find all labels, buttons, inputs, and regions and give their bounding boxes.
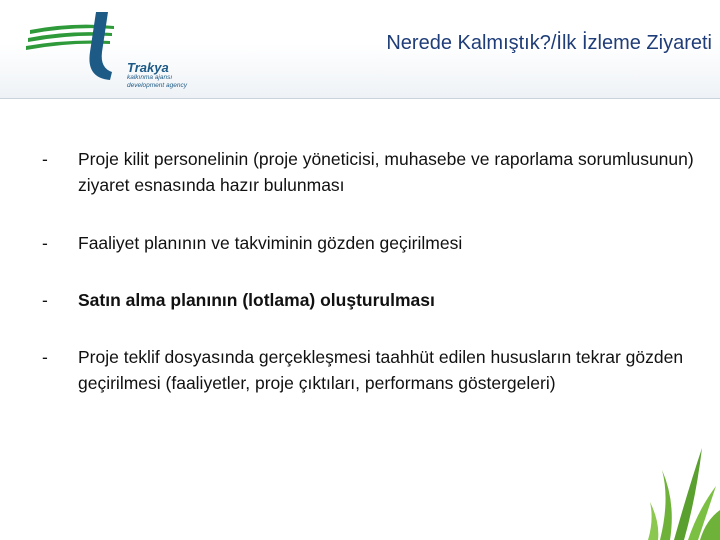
list-item-text: Satın alma planının (lotlama) oluşturulması — [78, 290, 435, 310]
logo-brand: Trakya — [127, 60, 169, 75]
header-bar — [0, 0, 720, 98]
slide-title: Nerede Kalmıştık?/İlk İzleme Ziyareti — [386, 32, 712, 54]
bullet-dash: - — [42, 233, 48, 253]
list-item — [42, 344, 698, 396]
logo-tagline-en: development agency — [127, 82, 187, 89]
grass-decoration-icon — [640, 440, 720, 540]
list-item-text: Proje kilit personelinin (proje yöneticisi, muhasebe ve raporlama sorumlusunun) ziyaret esnasında hazır bulunması — [78, 149, 694, 195]
list-item — [42, 287, 698, 313]
list-item-text: Faaliyet planının ve takviminin gözden geçirilmesi — [78, 233, 463, 253]
bullet-dash: - — [42, 347, 48, 367]
list-item — [42, 230, 698, 256]
list-item-text: Proje teklif dosyasında gerçekleşmesi taahhüt edilen hususların tekrar gözden geçirilmesi (faaliyetler, proje çıktıları, performans göstergeleri) — [78, 347, 684, 393]
header-divider — [0, 98, 720, 99]
trakya-logo — [22, 8, 192, 94]
bullet-dash: - — [42, 149, 48, 169]
list-item — [42, 146, 698, 198]
bullet-dash: - — [42, 290, 48, 310]
logo-tagline-tr: kalkınma ajansı — [127, 74, 173, 81]
